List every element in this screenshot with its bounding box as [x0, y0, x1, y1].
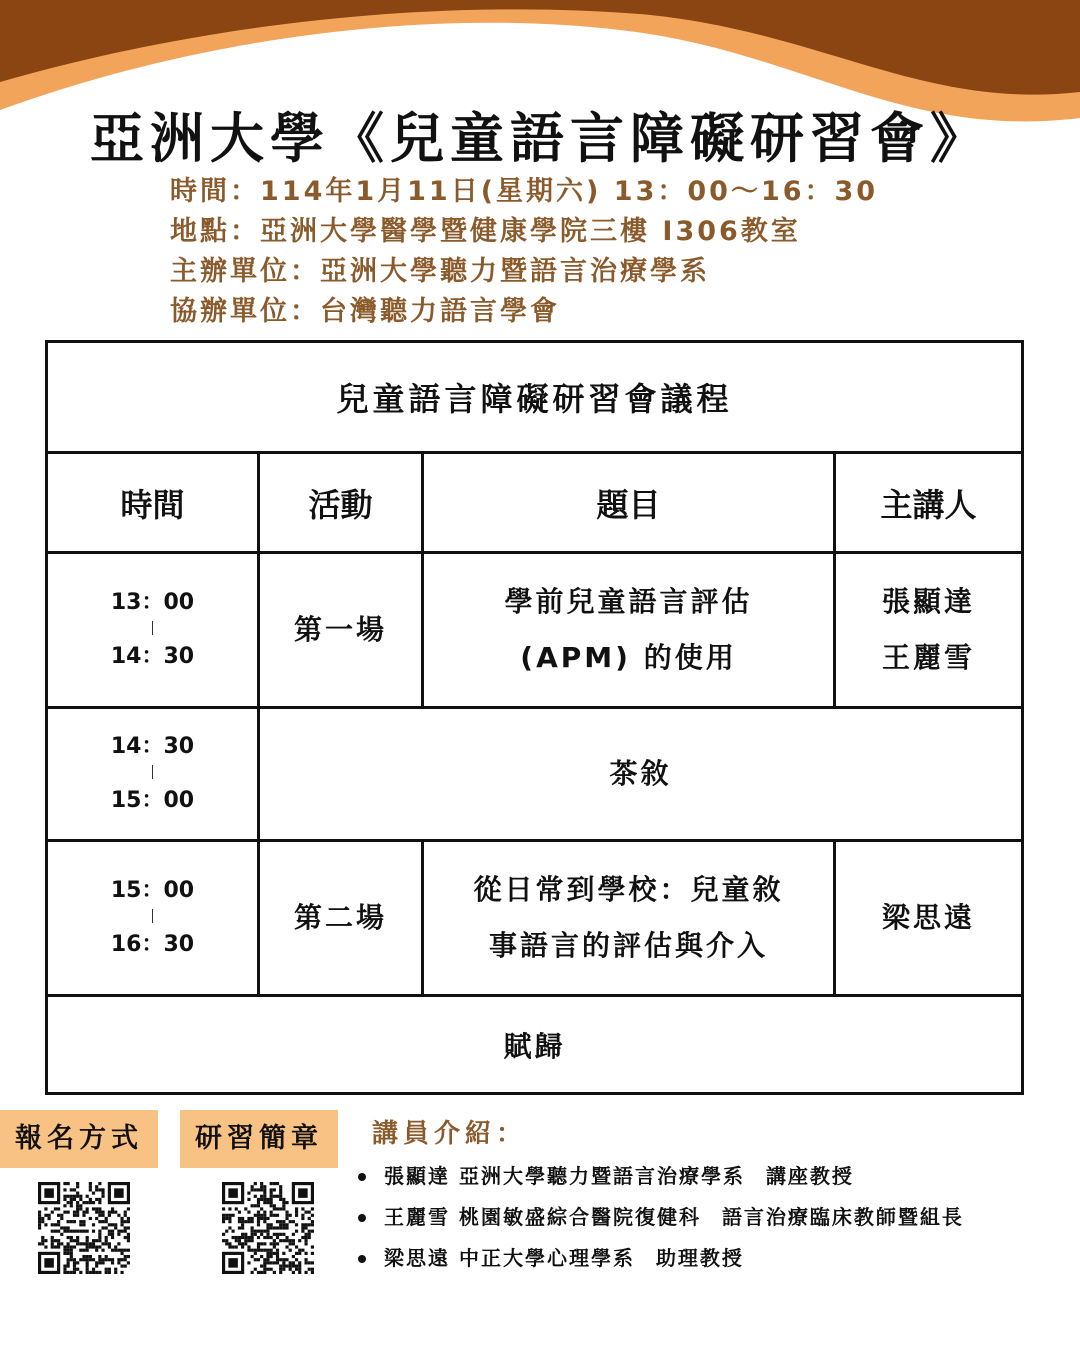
agenda-table [45, 340, 1024, 1095]
session-1-time [47, 553, 259, 708]
speaker-item [372, 1238, 964, 1279]
session-1-topic [423, 553, 835, 708]
session-1-end: 14：30 [110, 644, 195, 669]
session-2-topic-line1: 從日常到學校：兒童敘 [473, 873, 784, 906]
header-time: 時間 [47, 453, 259, 553]
speaker-item [372, 1156, 964, 1197]
header-topic: 題目 [423, 453, 835, 553]
speaker-title: 語言治療臨床教師暨組長 [721, 1205, 964, 1229]
event-location: 地點：亞洲大學醫學暨健康學院三樓 I306教室 [170, 216, 801, 247]
session-2-end: 16：30 [110, 932, 195, 957]
break-time [47, 708, 259, 841]
session-1-topic-line2: (APM) 的使用 [520, 641, 737, 674]
session-2-topic [423, 841, 835, 996]
speaker-intro [372, 1114, 964, 1279]
break-start: 14：30 [110, 734, 195, 759]
closing-label: 賦歸 [47, 996, 1023, 1094]
session-2-start: 15：00 [110, 878, 195, 903]
speaker-item [372, 1197, 964, 1238]
bullet-icon [358, 1214, 366, 1222]
speaker-intro-heading: 講員介紹： [372, 1119, 528, 1149]
agenda-title-row [47, 342, 1023, 453]
break-label: 茶敘 [259, 708, 1023, 841]
break-end: 15：00 [110, 788, 195, 813]
event-info [170, 172, 878, 332]
speaker-name: 張顯達 [384, 1164, 450, 1188]
time-separator [152, 621, 153, 635]
speaker-title: 助理教授 [655, 1246, 744, 1270]
time-separator [152, 765, 153, 779]
session-2-activity: 第二場 [259, 841, 423, 996]
bullet-icon [358, 1255, 366, 1263]
header-speaker: 主講人 [835, 453, 1023, 553]
speaker-affiliation: 桃園敏盛綜合醫院復健科 [458, 1205, 701, 1229]
speaker-name: 王麗雪 [384, 1205, 450, 1229]
session-1-topic-line1: 學前兒童語言評估 [504, 585, 753, 618]
page-title: 亞洲大學《兒童語言障礙研習會》 [90, 107, 990, 170]
event-co-organizer: 協辦單位：台灣聽力語言學會 [170, 296, 560, 327]
bullet-icon [358, 1173, 366, 1181]
session-2-row [47, 841, 1023, 996]
header-activity: 活動 [259, 453, 423, 553]
speaker-affiliation: 中正大學心理學系 [458, 1246, 635, 1270]
brochure-qr-code-icon[interactable] [222, 1182, 314, 1274]
session-1-row [47, 553, 1023, 708]
event-organizer: 主辦單位：亞洲大學聽力暨語言治療學系 [170, 256, 710, 287]
time-separator [152, 909, 153, 923]
session-2-time [47, 841, 259, 996]
brochure-tag: 研習簡章 [180, 1110, 338, 1168]
agenda-title: 兒童語言障礙研習會議程 [47, 342, 1023, 453]
session-2-speaker: 梁思遠 [835, 841, 1023, 996]
speaker-affiliation: 亞洲大學聽力暨語言治療學系 [458, 1164, 745, 1188]
speaker-list [372, 1156, 964, 1279]
session-1-start: 13：00 [110, 590, 195, 615]
session-1-speaker-1: 張顯達 [882, 585, 976, 618]
closing-row [47, 996, 1023, 1094]
session-1-speakers [835, 553, 1023, 708]
speaker-name: 梁思遠 [384, 1246, 450, 1270]
session-2-topic-line2: 事語言的評估與介入 [488, 929, 768, 962]
signup-qr-code-icon[interactable] [38, 1182, 130, 1274]
session-1-activity: 第一場 [259, 553, 423, 708]
event-time: 時間：114年1月11日(星期六) 13：00～16：30 [170, 176, 879, 207]
session-1-speaker-2: 王麗雪 [882, 641, 976, 674]
break-row [47, 708, 1023, 841]
signup-tag: 報名方式 [0, 1110, 158, 1168]
speaker-title: 講座教授 [765, 1164, 854, 1188]
agenda-header-row [47, 453, 1023, 553]
